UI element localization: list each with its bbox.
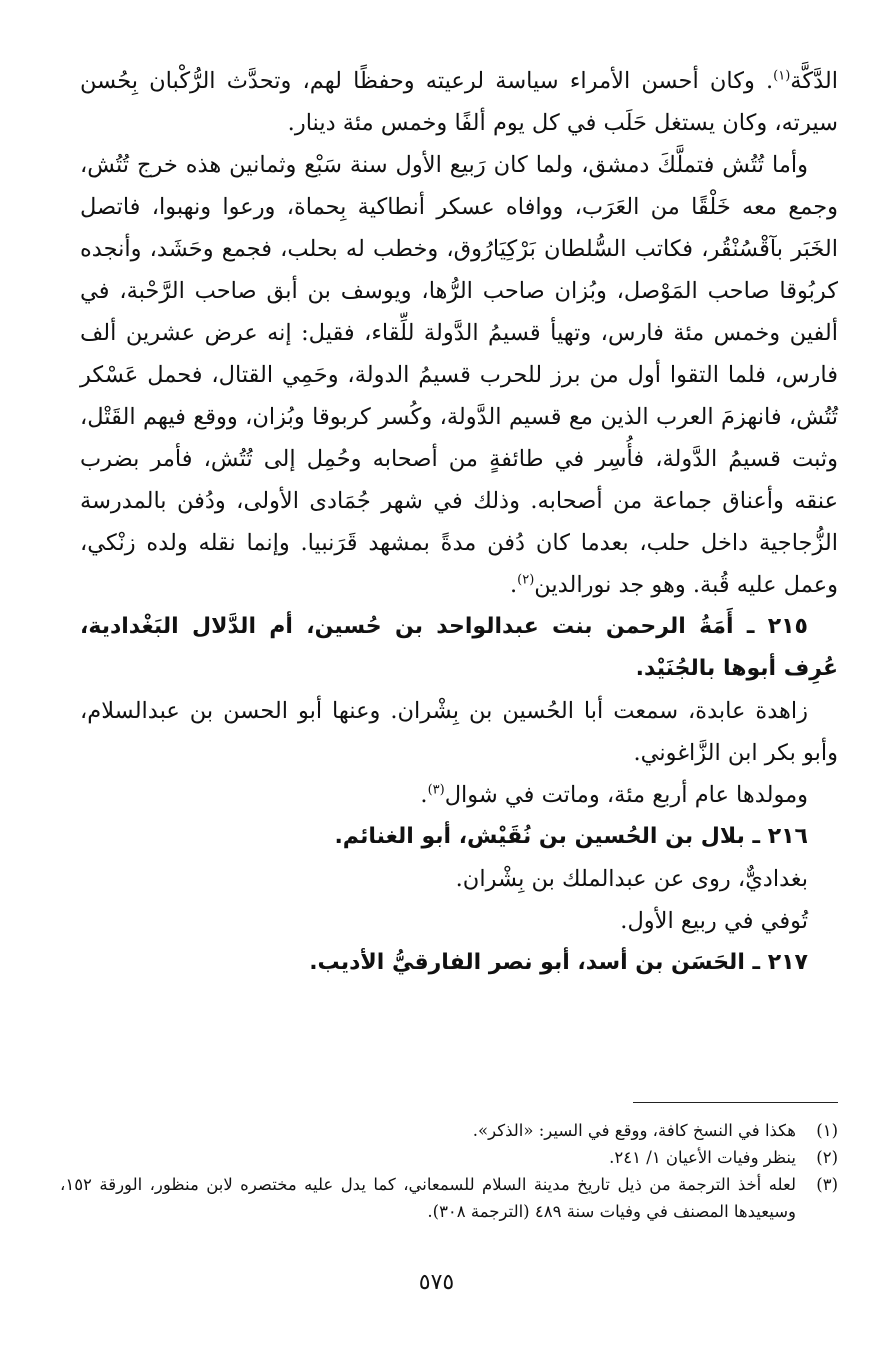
footnote-number: (١) (816, 1121, 838, 1140)
footnote-number: (٢) (816, 1148, 838, 1167)
paragraph-text: الدَّكَّة (790, 68, 838, 94)
footnote-number: (٣) (816, 1175, 838, 1194)
footnote-ref-3: (٣) (427, 782, 445, 798)
paragraph-end: . (509, 572, 518, 598)
entry-215-text-2 (80, 774, 838, 816)
footnote-text: ينظر وفيات الأعيان ١/ ٢٤١. (609, 1148, 796, 1167)
entry-heading-217: ٢١٧ ـ الحَسَن بن أسد، أبو نصر الفارقيُّ الأديب. (309, 950, 808, 975)
main-text (80, 60, 838, 984)
footnote-ref-1: (١) (773, 68, 791, 84)
entry-heading-216: ٢١٦ ـ بلال بن الحُسين بن نُقَيْش، أبو الغنائم. (334, 824, 808, 849)
footnote-item (60, 1171, 838, 1225)
footnote-ref-2: (٢) (517, 572, 535, 588)
entry-heading-215: ٢١٥ ـ أَمَةُ الرحمن بنت عبدالواحد بن حُسين، أم الدَّلال البَغْدادية، عُرِف أبوها بالجُنَيْد. (80, 614, 838, 681)
paragraph-text: . وكان أحسن الأمراء سياسة لرعيته وحفظًا لهم، وتحدَّث الرُّكْبان بِحُسن سيرته، وكان يستغل حَلَب في كل يوم ألفًا وخمس مئة دينار. (80, 68, 838, 136)
footnote-item (60, 1144, 838, 1171)
paragraph-end: . (420, 782, 428, 808)
footnote-text: هكذا في النسخ كافة، ووقع في السير: «الذكر». (472, 1121, 796, 1140)
paragraph-continuation (80, 60, 838, 144)
paragraph-text: ومولدها عام أربع مئة، وماتت في شوال (444, 782, 808, 808)
footnotes (60, 1117, 838, 1225)
entry-216-text-2: تُوفي في ربيع الأول. (620, 908, 808, 934)
entry-215-text: زاهدة عابدة، سمعت أبا الحُسين بن بِشْران. وعنها أبو الحسن بن عبدالسلام، وأبو بكر ابن الزَّاغوني. (80, 698, 838, 766)
page-number: ٥٧٥ (418, 1270, 455, 1295)
entry-216-text: بغداديٌّ، روى عن عبدالملك بن بِشْران. (455, 866, 808, 892)
footnote-item (60, 1117, 838, 1144)
footnote-text: لعله أخذ الترجمة من ذيل تاريخ مدينة السلام للسمعاني، كما يدل عليه مختصره لابن منظور، الورقة ١٥٢، وسيعيدها المصنف في وفيات سنة ٤٨٩ (الترجمة ٣٠٨). (60, 1175, 796, 1221)
footnote-divider (633, 1102, 838, 1103)
paragraph-tutush (80, 144, 838, 606)
paragraph-text: وأما تُتُش فتملَّكَ دمشق، ولما كان رَبيع الأول سنة سَبْع وثمانين هذه خرج تُتُش، وجمع معه خَلْقًا من العَرَب، ووافاه عسكر أنطاكية بِحماة، ورعوا ونهبوا، فاتصل الخَبَر بآقْسُنْقُر، فكاتب السُّلطان بَرْكِيَارُوق، وخطب له بحلب، فجمع وحَشَد، وأنجده كربُوقا صاحب المَوْصل، وبُزان صاحب الرُّها، ويوسف بن أبق صاحب الرَّحْبة، في ألفين وخمس مئة فارس، وتهيأ قسيمُ الدَّولة للِّقاء، فقيل: إنه عرض عشرين ألف فارس، فلما التقوا أول من برز للحرب قسيمُ الدولة، وحَمِي القتال، فحمل عَسْكر تُتُش، فانهزمَ العرب الذين مع قسيم الدَّولة، وكُسر كربوقا وبُزان، ووقع فيهم القَتْل، وثبت قسيمُ الدَّولة، فأُسِر في طائفةٍ من أصحابه وحُمِل إلى تُتُش، فأمر بضرب عنقه وأعناق جماعة من أصحابه. وذلك في شهر جُمَادى الأولى، ودُفن بالمدرسة الزُّجاجية داخل حلب، بعدما كان دُفن مدةً بمشهد قَرَنبيا. وإنما نقله ولده زنْكي، وعمل عليه قُبة. وهو جد نورالدين (80, 152, 838, 598)
